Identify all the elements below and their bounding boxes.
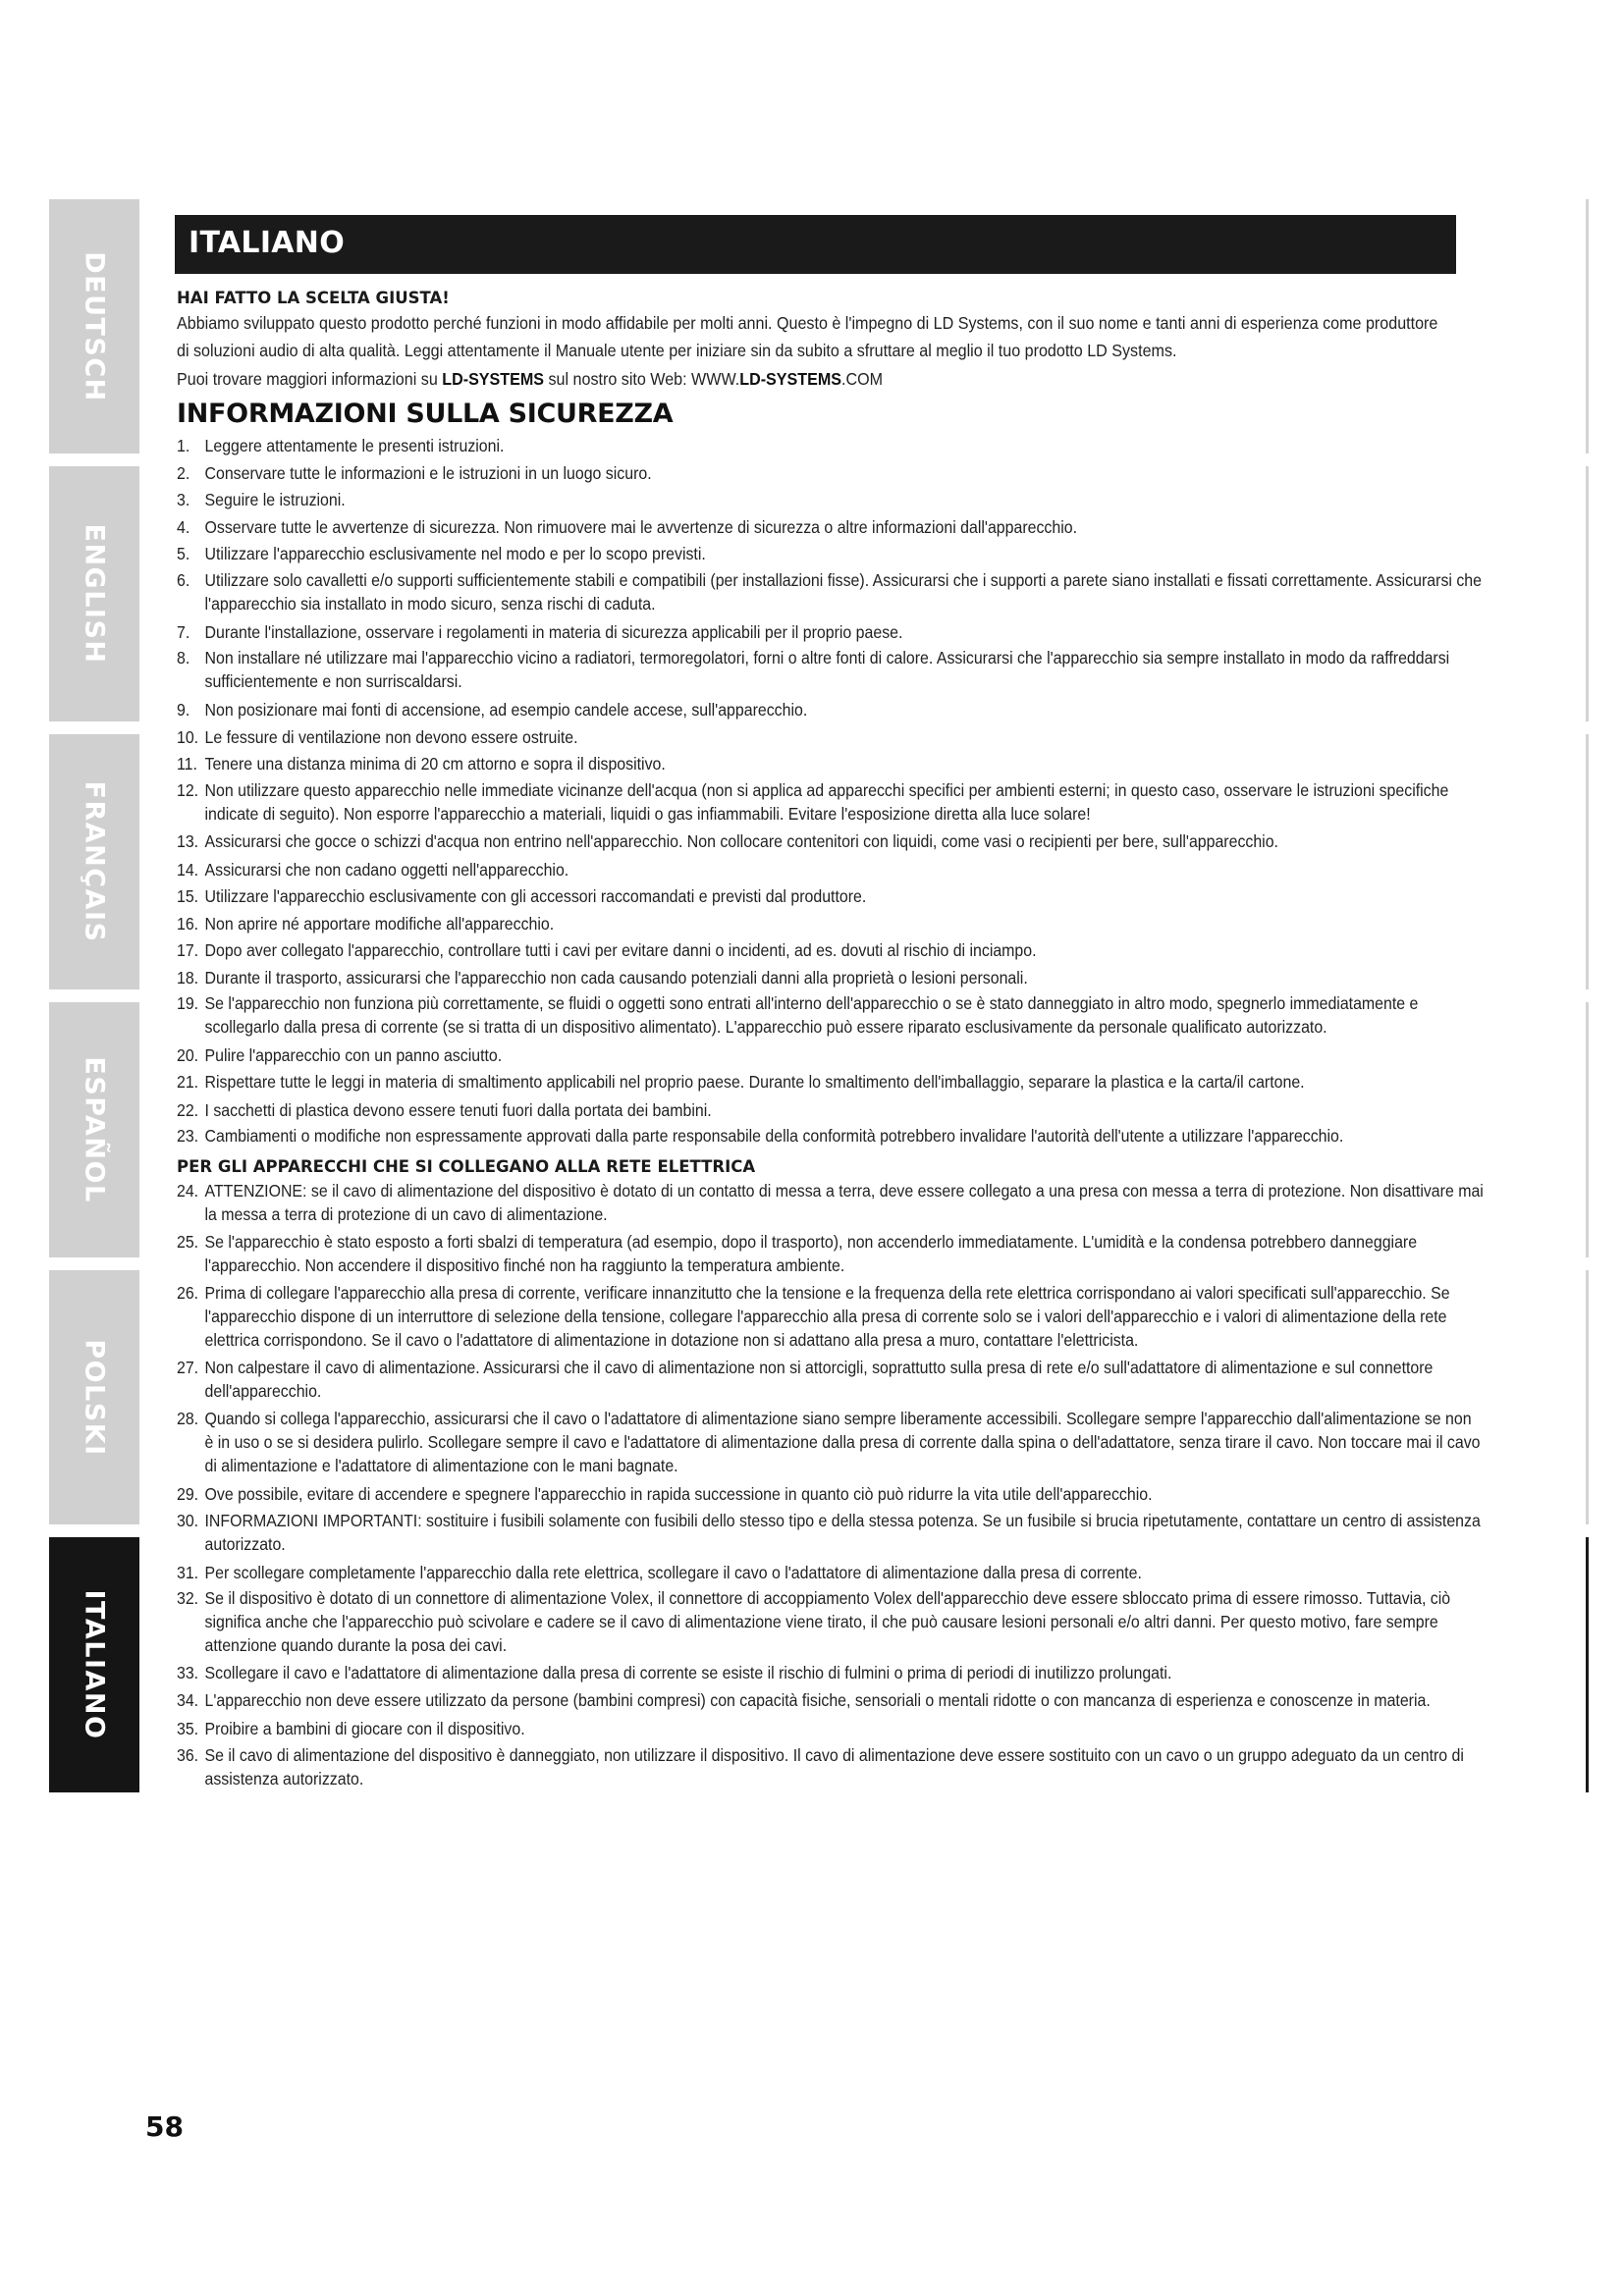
- instruction-item: [177, 619, 1484, 646]
- website-brand[interactable]: LD-SYSTEMS: [739, 369, 842, 389]
- edge-marker: [1586, 466, 1589, 721]
- instruction-text: Pulire l'apparecchio con un panno asciutto.: [204, 1045, 503, 1065]
- instruction-number: 10.: [177, 726, 199, 747]
- instruction-item: [177, 1042, 1484, 1069]
- website-suffix: .COM: [841, 369, 884, 389]
- instruction-number: 23.: [177, 1126, 199, 1146]
- instruction-item: [177, 1560, 1484, 1586]
- instruction-number: 25.: [177, 1232, 199, 1252]
- instruction-text: I sacchetti di plastica devono essere tenuti fuori dalla portata dei bambini.: [204, 1099, 712, 1120]
- instruction-item: [177, 1230, 1484, 1277]
- edge-marker: [1586, 1002, 1589, 1257]
- instruction-number: 16.: [177, 913, 199, 934]
- instruction-number: 17.: [177, 940, 199, 960]
- instruction-text: L'apparecchio non deve essere utilizzato da persone (bambini compresi) con capacità fisiche, sensoriali o mentali ridotte o con mancanza di esperienza e conoscenze in materia.: [204, 1690, 1431, 1710]
- intro-paragraph: Abbiamo sviluppato questo prodotto perché funzioni in modo affidabile per molti anni. Questo è l'impegno di LD Systems, con il suo nome e tanti anni di esperienza come produttore di soluzioni audio di alta qualità. Leggi attentamente il Manuale utente per iniziare sin da subito a sfruttare al meglio il tuo prodotto LD Systems.: [177, 313, 1438, 360]
- instruction-number: 34.: [177, 1690, 199, 1710]
- lang-tab-italiano[interactable]: [49, 1537, 139, 1792]
- website-line: [177, 366, 1450, 393]
- intro-heading: HAI FATTO LA SCELTA GIUSTA!: [177, 289, 450, 307]
- instruction-text: Non installare né utilizzare mai l'apparecchio vicino a radiatori, termoregolatori, forni o altre fonti di calore. Assicurarsi che l'apparecchio sia sempre installato in modo da raffreddarsi sufficientemente e non surriscaldarsi.: [204, 648, 1450, 691]
- instruction-text: Non utilizzare questo apparecchio nelle immediate vicinanze dell'acqua (non si applica ad apparecchi specifici per ambienti esterni; in questo caso, osservare le istruzioni specifiche indicate di seguito). Non esporre l'apparecchio a materiali, liquidi o gas infiammabili. Evitare l'esposizione diretta alla luce solare!: [204, 779, 1449, 824]
- page-number: 58: [145, 2110, 184, 2143]
- instruction-number: 1.: [177, 436, 190, 455]
- instruction-item: [177, 751, 1484, 777]
- instruction-item: [177, 1716, 1484, 1742]
- instruction-item: [177, 1743, 1484, 1790]
- instruction-number: 21.: [177, 1071, 199, 1092]
- power-instructions-list: [177, 1179, 1484, 1790]
- instruction-number: 5.: [177, 544, 190, 563]
- instruction-item: [177, 883, 1484, 910]
- instruction-number: 13.: [177, 830, 199, 851]
- instruction-number: 4.: [177, 516, 190, 537]
- instruction-item: [177, 1356, 1484, 1403]
- instruction-number: 20.: [177, 1045, 199, 1065]
- instruction-item: [177, 1070, 1484, 1094]
- power-section-heading: PER GLI APPARECCHI CHE SI COLLEGANO ALLA RETE ELETTRICA: [177, 1157, 756, 1176]
- instruction-item: [177, 541, 1484, 567]
- instruction-number: 31.: [177, 1562, 199, 1582]
- brand-name: LD-SYSTEMS: [442, 369, 545, 389]
- lang-tab-label: DEUTSCH: [79, 250, 110, 402]
- lang-tab-label: ITALIANO: [79, 1589, 110, 1740]
- edge-marker: [1586, 734, 1589, 989]
- lang-tab-label: ESPAÑOL: [79, 1056, 110, 1203]
- instruction-number: 11.: [177, 754, 197, 774]
- instruction-text: Durante l'installazione, osservare i regolamenti in materia di sicurezza applicabili per il proprio paese.: [204, 621, 903, 642]
- edge-marker: [1586, 1270, 1589, 1524]
- instruction-item: [177, 1281, 1484, 1352]
- instruction-number: 32.: [177, 1588, 199, 1608]
- instruction-text: Se il dispositivo è dotato di un connettore di alimentazione Volex, il connettore di accoppiamento Volex dell'apparecchio deve essere sbloccato prima di essere rimosso. Tuttavia, ciò significa anche che l'apparecchio può scivolare e cadere se il cavo di alimentazione viene tirato, il che può causare lesioni personali e/o altri danni. Per questo motivo, fare sempre attenzione quando durante la posa dei cavi.: [204, 1588, 1451, 1655]
- instruction-item: [177, 991, 1484, 1039]
- instruction-text: Ove possibile, evitare di accendere e spegnere l'apparecchio in rapida successione in quanto ciò può ridurre la vita utile dell'apparecchio.: [204, 1484, 1153, 1504]
- instruction-item: [177, 829, 1484, 853]
- instruction-text: Tenere una distanza minima di 20 cm attorno e sopra il dispositivo.: [204, 754, 666, 774]
- instruction-number: 18.: [177, 967, 199, 988]
- instruction-number: 29.: [177, 1484, 199, 1504]
- instruction-item: [177, 646, 1484, 693]
- instruction-item: [177, 937, 1484, 964]
- instruction-text: Seguire le istruzioni.: [204, 490, 346, 509]
- lang-tab-label: FRANÇAIS: [79, 780, 110, 943]
- instruction-number: 22.: [177, 1099, 199, 1120]
- instruction-item: [177, 433, 1484, 459]
- instruction-text: Per scollegare completamente l'apparecchio dalla rete elettrica, scollegare il cavo o l'adattatore di alimentazione dalla presa di corrente.: [204, 1562, 1142, 1582]
- instruction-item: [177, 778, 1484, 826]
- instruction-item: [177, 487, 1484, 513]
- instruction-number: 8.: [177, 648, 190, 667]
- instruction-number: 28.: [177, 1409, 199, 1428]
- instruction-item: [177, 965, 1484, 991]
- instruction-number: 6.: [177, 569, 190, 590]
- lang-tab-label: ENGLISH: [79, 523, 110, 665]
- instruction-item: [177, 911, 1484, 937]
- instruction-item: [177, 1661, 1484, 1684]
- instruction-text: Durante il trasporto, assicurarsi che l'apparecchio non cada causando potenziali danni alla proprietà o lesioni personali.: [204, 967, 1028, 988]
- instruction-number: 19.: [177, 993, 199, 1013]
- lang-tab-espanol[interactable]: [49, 1002, 139, 1257]
- instruction-number: 7.: [177, 621, 190, 642]
- edge-marker: [1586, 199, 1589, 454]
- instruction-number: 12.: [177, 779, 199, 800]
- instruction-text: Se l'apparecchio non funziona più correttamente, se fluidi o oggetti sono entrati all'interno dell'apparecchio o se è stato danneggiato in altro modo, spegnerlo immediatamente e scollegarlo dalla presa di corrente (se si tratta di un dispositivo alimentato). L'apparecchio può essere riparato esclusivamente da personale qualificato autorizzato.: [204, 993, 1419, 1037]
- instruction-text: Non posizionare mai fonti di accensione, ad esempio candele accese, sull'apparecchio.: [204, 700, 808, 720]
- instruction-item: [177, 1481, 1484, 1508]
- instruction-number: 36.: [177, 1744, 199, 1765]
- language-header-bar: [175, 215, 1456, 274]
- instruction-text: Scollegare il cavo e l'adattatore di alimentazione dalla presa di corrente se esiste il rischio di fulmini o prima di periodi di inutilizzo prolungati.: [204, 1663, 1172, 1682]
- instruction-text: Se l'apparecchio è stato esposto a forti sbalzi di temperatura (ad esempio, dopo il trasporto), non accenderlo immediatamente. L'umidità e la condensa potrebbero danneggiare l'apparecchio. Non accendere il dispositivo finché non ha raggiunto la temperatura ambiente.: [204, 1232, 1418, 1275]
- instruction-item: [177, 1586, 1484, 1657]
- instruction-item: [177, 724, 1484, 751]
- instruction-number: 27.: [177, 1358, 199, 1377]
- safety-section-title: INFORMAZIONI SULLA SICUREZZA: [177, 399, 674, 429]
- instruction-item: [177, 697, 1484, 723]
- instruction-item: [177, 857, 1484, 883]
- lang-tab-polski[interactable]: [49, 1270, 139, 1524]
- instruction-text: Non aprire né apportare modifiche all'apparecchio.: [204, 913, 555, 934]
- instruction-number: 26.: [177, 1283, 199, 1303]
- instruction-item: [177, 1407, 1484, 1477]
- instruction-item: [177, 1124, 1484, 1148]
- main-content: [177, 289, 1484, 1794]
- instruction-text: Assicurarsi che non cadano oggetti nell'apparecchio.: [204, 859, 569, 880]
- instruction-text: Dopo aver collegato l'apparecchio, controllare tutti i cavi per evitare danni o incidenti, ad es. dovuti al rischio di inciampo.: [204, 940, 1037, 960]
- safety-instructions-list: [177, 433, 1482, 1148]
- lang-tab-francais[interactable]: [49, 734, 139, 989]
- instruction-text: Quando si collega l'apparecchio, assicurarsi che il cavo o l'adattatore di alimentazione siano sempre liberamente accessibili. Scollegare sempre l'apparecchio dall'alimentazione se non è in uso o se si desidera pulirlo. Scollegare sempre il cavo e l'adattatore di alimentazione dalla presa di corrente dalla spina o dell'adattatore, senza tirare il cavo. Non toccare mai il cavo di alimentazione e l'adattatore di alimentazione con le mani bagnate.: [204, 1409, 1481, 1475]
- instruction-text: Prima di collegare l'apparecchio alla presa di corrente, verificare innanzitutto che la tensione e la frequenza della rete elettrica corrispondano ai valori specificati sull'apparecchio. Se l'apparecchio dispone di un interruttore di selezione della tensione, collegare l'apparecchio alla presa di corrente solo se i valori dell'apparecchio e i valori di alimentazione della rete elettrica corrispondono. Se il cavo o l'adattatore di alimentazione in dotazione non si adattano alla presa a muro, contattare l'elettricista.: [204, 1283, 1450, 1350]
- instruction-text: INFORMAZIONI IMPORTANTI: sostituire i fusibili solamente con fusibili dello stesso tipo e della stessa potenza. Se un fusibile si brucia ripetutamente, contattare un centro di assistenza autorizzato.: [204, 1510, 1481, 1554]
- instruction-number: 30.: [177, 1510, 199, 1530]
- lang-tab-deutsch[interactable]: [49, 199, 139, 454]
- instruction-text: ATTENZIONE: se il cavo di alimentazione del dispositivo è dotato di un contatto di messa a terra, deve essere collegato a una presa con messa a terra di protezione. Non disattivare mai la messa a terra di protezione di un cavo di alimentazione.: [204, 1181, 1484, 1224]
- instruction-text: Assicurarsi che gocce o schizzi d'acqua non entrino nell'apparecchio. Non collocare contenitori con liquidi, come vasi o recipienti per bere, sull'apparecchio.: [204, 830, 1278, 851]
- instruction-text: Utilizzare solo cavalletti e/o supporti sufficientemente stabili e compatibili (per installazioni fisse). Assicurarsi che i supporti a parete siano installati e fissati correttamente. Assicurarsi che l'apparecchio sia installato in modo sicuro, senza rischi di caduta.: [204, 569, 1482, 614]
- instruction-number: 14.: [177, 859, 199, 880]
- instruction-text: Rispettare tutte le leggi in materia di smaltimento applicabili nel proprio paese. Durante lo smaltimento dell'imballaggio, separare la plastica e la carta/il cartone.: [204, 1071, 1305, 1092]
- instruction-text: Proibire a bambini di giocare con il dispositivo.: [204, 1719, 525, 1738]
- instruction-number: 24.: [177, 1181, 199, 1201]
- instruction-item: [177, 460, 1484, 487]
- instruction-item: [177, 1097, 1484, 1124]
- lang-tab-label: POLSKI: [79, 1338, 110, 1457]
- instruction-text: Utilizzare l'apparecchio esclusivamente nel modo e per lo scopo previsti.: [204, 544, 706, 563]
- instruction-number: 3.: [177, 490, 190, 509]
- instruction-text: Le fessure di ventilazione non devono essere ostruite.: [204, 726, 578, 747]
- instruction-item: [177, 514, 1484, 541]
- website-prefix: Puoi trovare maggiori informazioni su: [177, 369, 443, 389]
- instruction-text: Cambiamenti o modifiche non espressamente approvati dalla parte responsabile della conformità potrebbero invalidare l'autorità dell'utente a utilizzare l'apparecchio.: [204, 1126, 1344, 1146]
- instruction-item: [177, 1509, 1484, 1556]
- instruction-item: [177, 1179, 1484, 1226]
- language-header-title: ITALIANO: [189, 226, 346, 260]
- instruction-text: Osservare tutte le avvertenze di sicurezza. Non rimuovere mai le avvertenze di sicurezza o altre informazioni dall'apparecchio.: [204, 516, 1077, 537]
- instruction-text: Utilizzare l'apparecchio esclusivamente con gli accessori raccomandati e previsti dal produttore.: [204, 886, 867, 906]
- instruction-text: Se il cavo di alimentazione del dispositivo è danneggiato, non utilizzare il dispositivo. Il cavo di alimentazione deve essere sostituito con un cavo o un gruppo adeguato da un centro di assistenza autorizzato.: [204, 1744, 1464, 1789]
- instruction-item: [177, 568, 1484, 615]
- instruction-text: Conservare tutte le informazioni e le istruzioni in un luogo sicuro.: [204, 462, 652, 483]
- lang-tab-english[interactable]: [49, 466, 139, 721]
- edge-marker-active: [1586, 1537, 1589, 1792]
- instruction-number: 15.: [177, 886, 199, 906]
- website-mid: sul nostro sito Web: WWW.: [544, 369, 740, 389]
- instruction-number: 33.: [177, 1663, 199, 1682]
- instruction-number: 9.: [177, 700, 190, 720]
- instruction-number: 2.: [177, 462, 190, 483]
- instruction-text: Non calpestare il cavo di alimentazione. Assicurarsi che il cavo di alimentazione non si attorcigli, soprattutto sulla presa di rete e/o sull'adattatore di alimentazione e sul connettore dell'apparecchio.: [204, 1358, 1434, 1401]
- instruction-number: 35.: [177, 1719, 199, 1738]
- instruction-item: [177, 1688, 1484, 1712]
- instruction-text: Leggere attentamente le presenti istruzioni.: [204, 436, 505, 455]
